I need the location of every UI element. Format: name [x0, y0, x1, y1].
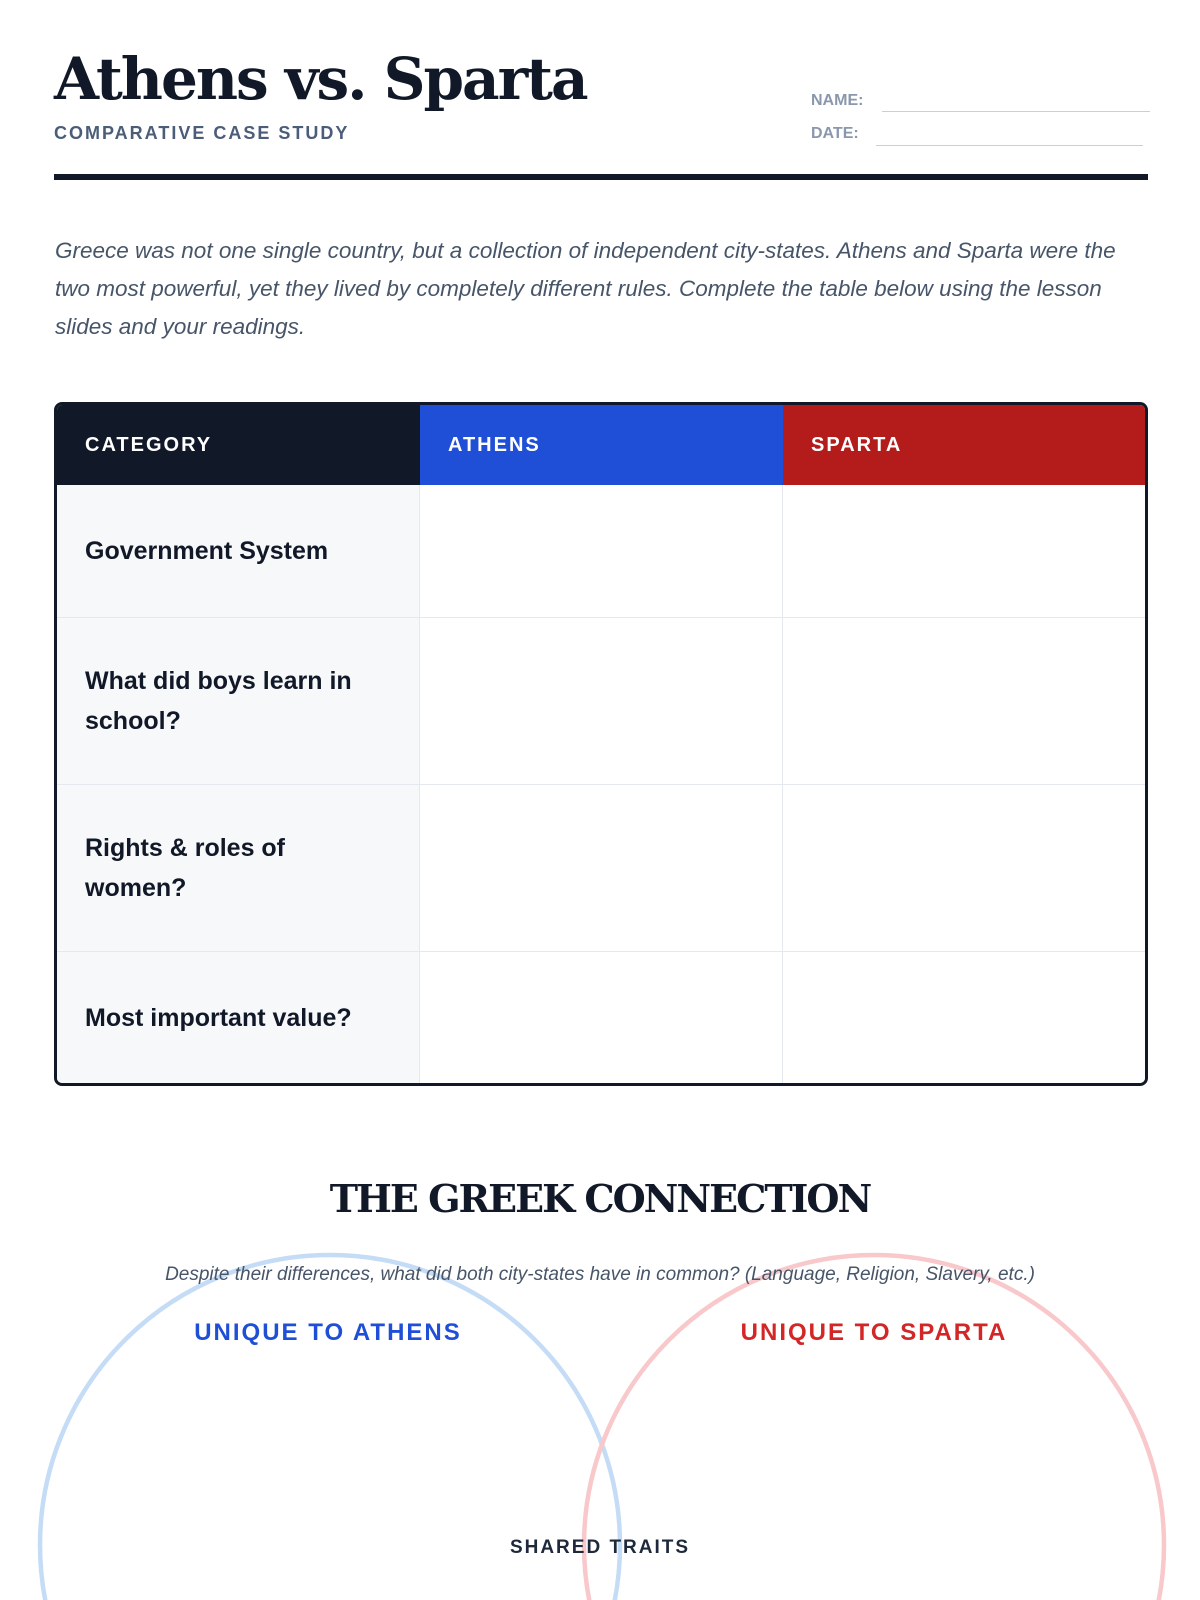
venn-prompt: Despite their differences, what did both city-states have in common? (Language, Religion, Slavery, etc.)	[165, 1264, 1035, 1285]
header-divider	[54, 174, 1148, 180]
cell-athens-value[interactable]	[420, 952, 783, 1083]
cell-sparta-boys-education[interactable]	[783, 618, 1145, 785]
intro-paragraph: Greece was not one single country, but a collection of independent city-states. Athens and Sparta were the two most powerful, yet they lived by completely different rules. Complete the table below using the lesson slides and your readings.	[55, 238, 1116, 339]
worksheet-title: Athens vs. Sparta	[54, 45, 587, 113]
header-sparta: SPARTA	[783, 405, 1145, 485]
row-label-women: Rights & roles of women?	[57, 785, 420, 952]
row-label-government: Government System	[57, 485, 420, 618]
venn-label-shared: SHARED TRAITS	[509, 1537, 691, 1558]
cell-athens-boys-education[interactable]	[420, 618, 783, 785]
date-label: DATE:	[811, 125, 859, 142]
cell-sparta-value[interactable]	[783, 952, 1145, 1083]
name-label: NAME:	[811, 92, 864, 109]
header-category: CATEGORY	[57, 405, 420, 485]
cell-sparta-women[interactable]	[783, 785, 1145, 952]
date-field[interactable]	[876, 145, 1143, 146]
row-label-boys-education: What did boys learn in school?	[57, 618, 420, 785]
header-athens: ATHENS	[420, 405, 783, 485]
venn-label-athens: UNIQUE TO ATHENS	[194, 1319, 462, 1346]
venn-label-sparta: UNIQUE TO SPARTA	[740, 1319, 1008, 1346]
row-label-value: Most important value?	[57, 952, 420, 1083]
cell-athens-government[interactable]	[420, 485, 783, 618]
venn-title: THE GREEK CONNECTION	[329, 1176, 871, 1221]
cell-sparta-government[interactable]	[783, 485, 1145, 618]
name-field[interactable]	[882, 111, 1150, 112]
cell-athens-women[interactable]	[420, 785, 783, 952]
worksheet-subtitle: COMPARATIVE CASE STUDY	[54, 123, 350, 143]
comparison-table	[54, 402, 1148, 1086]
